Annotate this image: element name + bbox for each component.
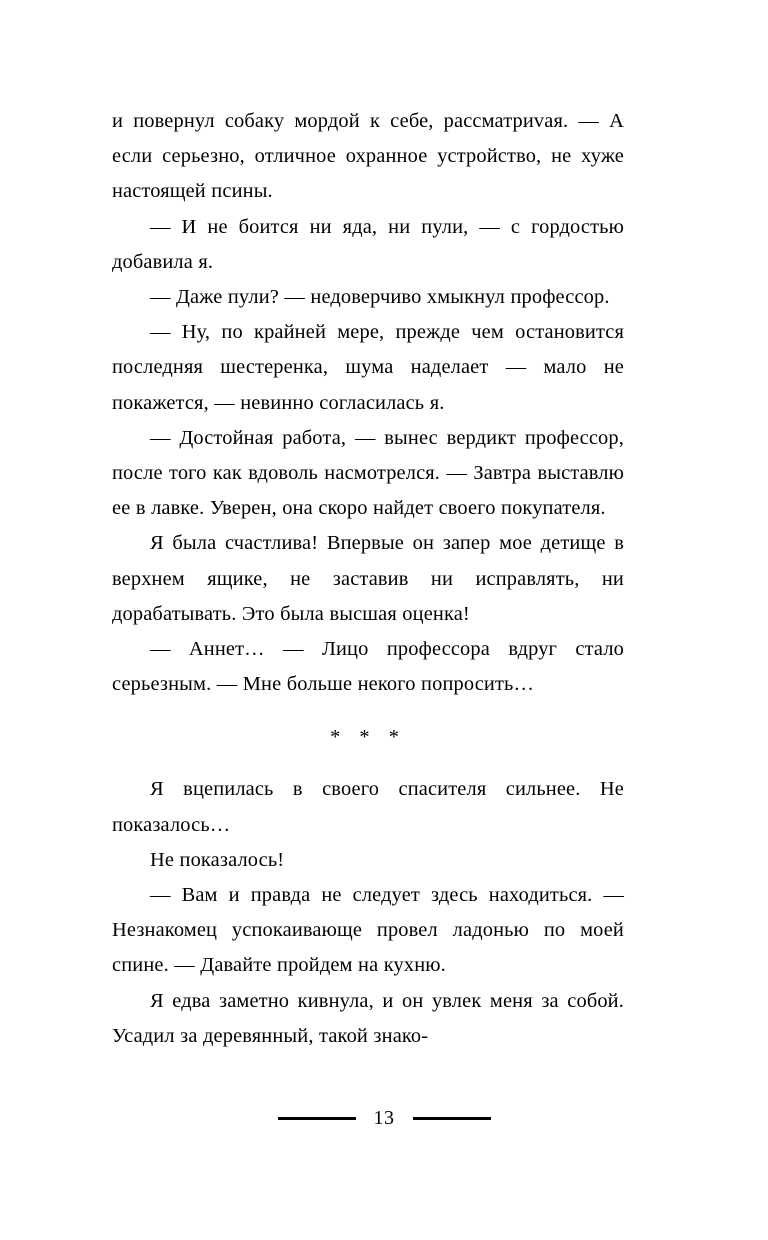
paragraph: Не показалось!: [150, 848, 285, 871]
paragraph: Я едва заметно кивнула, и он увлек меня за собой. Усадил за деревянный, такой знако-: [112, 989, 624, 1047]
paragraph: — И не боится ни яда, ни пули, — с гордостью добавила я.: [112, 215, 624, 273]
paragraph: — Вам и правда не следует здесь находиться. — Незнакомец успокаивающе провел ладонью по моей спине. — Давайте пройдем на кухню.: [112, 884, 624, 977]
paragraph: — Ну, по крайней мере, прежде чем остановится последняя шестеренка, шума наделает — мало не покажется, — невинно согласилась я.: [112, 321, 624, 414]
page-footer: [0, 1108, 768, 1128]
footer-rule-left: [278, 1117, 356, 1120]
paragraph: и повернул собаку мордой к себе, рассматриvая. — А если серьезно, отличное охранное устройство, не хуже настоящей псины.: [112, 110, 624, 203]
section-divider: * * *: [330, 725, 406, 748]
footer-rule-right: [413, 1117, 491, 1120]
paragraph: — Достойная работа, — вынес вердикт профессор, после того как вдоволь насмотрелся. — Завтра выставлю ее в лавке. Уверен, она скоро найдет своего покупателя.: [112, 426, 624, 520]
body-text-column: [112, 104, 624, 1054]
paragraph: — Аннет… — Лицо профессора вдруг стало серьезным. — Мне больше некого попросить…: [112, 638, 624, 696]
paragraph: Я была счастлива! Впервые он запер мое детище в верхнем ящике, не заставив ни исправлять, ни дорабатывать. Это была высшая оценка!: [112, 532, 624, 625]
paragraph: — Даже пули? — недоверчиво хмыкнул профессор.: [150, 286, 610, 309]
paragraph: Я вцепилась в своего спасителя сильнее. Не показалось…: [112, 778, 624, 836]
page-number: 13: [373, 1107, 395, 1129]
